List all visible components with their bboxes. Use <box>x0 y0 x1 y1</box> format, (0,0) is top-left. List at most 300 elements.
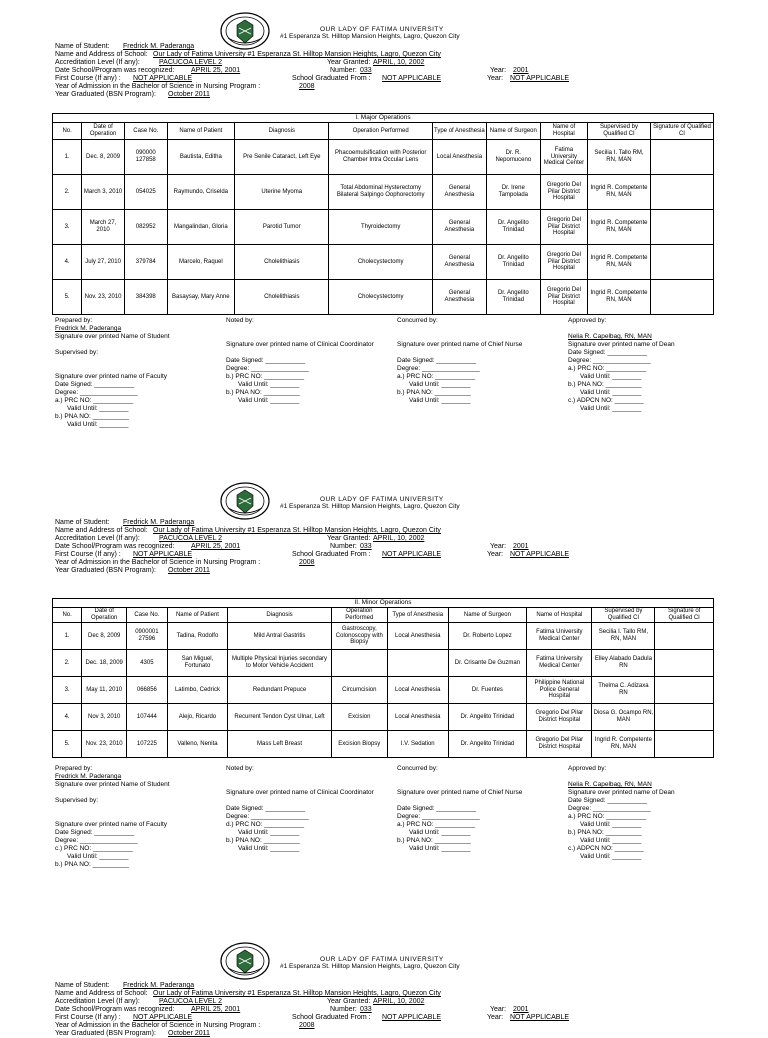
date-signed-line: Date Signed: ___________ <box>568 797 648 804</box>
table-cell: Nov 3, 2010 <box>82 704 127 731</box>
first-course: NOT APPLICABLE <box>133 1014 193 1021</box>
column-header: Diagnosis <box>228 608 331 623</box>
university-seal-icon <box>220 942 270 980</box>
table-cell: Ingrid R. Competente RN, MAN <box>588 210 651 245</box>
year-2: NOT APPLICABLE <box>510 1014 570 1021</box>
table-cell: 2. <box>53 175 82 210</box>
table-cell: Philippine National Police General Hospital <box>527 677 592 704</box>
student-name: Fredrick M. Paderanga <box>123 43 195 50</box>
year: 2001 <box>513 543 529 550</box>
date-signed-line: Date Signed: ___________ <box>397 805 477 812</box>
table-cell: Excision <box>331 704 387 731</box>
dean-name: Nelia R. Capelbag, RN, MAN <box>568 333 652 340</box>
label: Year of Admission in the Bachelor of Science in Nursing Program : <box>55 83 261 90</box>
pna-line: b.) PNA NO: __________ <box>55 861 129 868</box>
signature-block <box>52 765 722 875</box>
approved-column <box>568 765 675 861</box>
table-cell: Dr. Angelito Trinidad <box>486 245 540 280</box>
table-cell: Fatima University Medical Center <box>540 140 587 175</box>
column-header: Signature of Qualified CI <box>655 608 714 623</box>
label: Year Granted: <box>327 535 371 542</box>
table-cell: General Anesthesia <box>432 175 486 210</box>
label: First Course (If any) : <box>55 551 121 558</box>
column-header: Type of Anesthesia <box>432 123 486 140</box>
table-cell: 4305 <box>127 650 167 677</box>
supervised-by-label: Supervised by: <box>55 797 98 804</box>
label: Year: <box>490 67 507 74</box>
table-cell: Bautista, Editha <box>167 140 234 175</box>
label: Year Granted: <box>327 998 371 1005</box>
valid-line: Valid Until: ________ <box>580 837 642 844</box>
degree-line: Degree: ________________ <box>226 813 309 820</box>
signature-cell <box>650 175 713 210</box>
table-cell: Gregorio Del Pilar District Hospital <box>540 245 587 280</box>
column-header: Name of Patient <box>167 123 234 140</box>
prc-line: b.) PRC NO: ___________ <box>226 373 305 380</box>
column-header: Date of Operation <box>82 608 127 623</box>
admission-year: 2008 <box>299 83 315 90</box>
table-cell: 2. <box>53 650 82 677</box>
signature-caption: Signature over printed name of Chief Nurse <box>397 789 523 796</box>
label: First Course (If any) : <box>55 75 121 82</box>
recognized-date: APRIL 25, 2001 <box>191 543 241 550</box>
table-cell <box>387 650 448 677</box>
table-cell: Dr. Crisante De Guzman <box>448 650 527 677</box>
table-cell: Elley Alabado Dadula RN <box>592 650 655 677</box>
approved-column <box>568 317 675 413</box>
table-cell: Dr. Angelito Trinidad <box>486 280 540 315</box>
label: Date School/Program was recognized: <box>55 543 175 550</box>
university-address: #1 Esperanza St. Hilltop Mansion Heights, Lagro, Quezon City <box>280 503 460 510</box>
student-name: Fredrick M. Paderanga <box>123 519 195 526</box>
school-name: Our Lady of Fatima University #1 Esperanza St. Hilltop Mansion Heights, Lagro, Quezon City <box>153 51 441 58</box>
label: Name and Address of School: <box>55 527 148 534</box>
table-cell: Dec 8, 2009 <box>82 623 127 650</box>
table-cell: Redundant Prepuce <box>228 677 331 704</box>
date-signed-line: Date Signed: ___________ <box>55 381 135 388</box>
prepared-column <box>55 765 170 869</box>
date-signed-line: Date Signed: ___________ <box>397 357 477 364</box>
prc-line: a.) PRC NO: ___________ <box>568 813 647 820</box>
admission-year: 2008 <box>299 559 315 566</box>
valid-line: Valid Until: ________ <box>580 853 642 860</box>
signature-cell <box>655 623 714 650</box>
admission-year: 2008 <box>299 1022 315 1029</box>
signature-caption: Signature over printed name of Clinical Coordinator <box>226 341 374 348</box>
signature-cell <box>655 650 714 677</box>
school-graduated: NOT APPLICABLE <box>382 75 442 82</box>
signature-caption: Signature over printed Name of Student <box>55 781 170 788</box>
table-cell: Mass Left Breast <box>228 731 331 758</box>
accreditation: PACUCOA LEVEL 2 <box>159 998 223 1005</box>
table-cell: 4. <box>53 704 82 731</box>
table-cell: Valleno, Nenita <box>167 731 228 758</box>
prc-line: c.) PRC NO: ___________ <box>55 845 133 852</box>
table-cell: Secilia I. Tallo RM, RN, MAN <box>588 140 651 175</box>
dean-name: Nelia R. Capelbag, RN, MAN <box>568 781 652 788</box>
label: Year: <box>490 1006 507 1013</box>
signature-cell <box>655 731 714 758</box>
year-granted: APRIL, 10, 2002 <box>373 998 425 1005</box>
table-cell: Local Anesthesia <box>387 677 448 704</box>
table-cell: Basaysay, Mary Anne <box>167 280 234 315</box>
table-cell: Gastroscopy, Colonoscopy with Biopsy <box>331 623 387 650</box>
table-cell: Pre Senile Cataract, Left Eye <box>235 140 329 175</box>
table-cell: 0900001 27596 <box>127 623 167 650</box>
table-cell: 4. <box>53 245 82 280</box>
date-signed-line: Date Signed: ___________ <box>226 805 306 812</box>
table-cell: Nov. 23, 2010 <box>82 731 127 758</box>
year: 2001 <box>513 1006 529 1013</box>
label: School Graduated From : <box>292 75 371 82</box>
table-cell: May 11, 2010 <box>82 677 127 704</box>
signature-caption: Signature over printed Name of Student <box>55 333 170 340</box>
degree-line: Degree: ________________ <box>397 813 480 820</box>
table-cell: Cholelithiasis <box>235 280 329 315</box>
table-cell: Total Abdominal Hysterectomy Bilateral Salpingo Oophorectomy <box>329 175 432 210</box>
table-cell: Mild Antral Gastritis <box>228 623 331 650</box>
table-cell: 107225 <box>127 731 167 758</box>
school-name: Our Lady of Fatima University #1 Esperanza St. Hilltop Mansion Heights, Lagro, Quezon City <box>153 990 441 997</box>
table-cell: Cholelithiasis <box>235 245 329 280</box>
supervised-by-label: Supervised by: <box>55 349 98 356</box>
label: Year: <box>487 551 504 558</box>
year-2: NOT APPLICABLE <box>510 551 570 558</box>
table-cell: 054025 <box>124 175 167 210</box>
degree-line: Degree: ________________ <box>55 389 138 396</box>
table-cell: Dec. 18, 2009 <box>82 650 127 677</box>
table-cell: Dec. 8, 2009 <box>82 140 125 175</box>
column-header: Signature of Qualified CI <box>650 123 713 140</box>
table-cell: Raymundo, Criselda <box>167 175 234 210</box>
label: Year of Admission in the Bachelor of Science in Nursing Program : <box>55 559 261 566</box>
valid-line: Valid Until: ________ <box>580 373 642 380</box>
table-cell <box>331 650 387 677</box>
signature-caption: Signature over printed name of Dean <box>568 789 675 796</box>
label: School Graduated From : <box>292 1014 371 1021</box>
table-cell: Local Anesthesia <box>387 704 448 731</box>
table-cell: Thyroidectomy <box>329 210 432 245</box>
table-cell: Phacoemulsification with Posterior Chamber Intra Occular Lens <box>329 140 432 175</box>
adpcn-line: c.) ADPCN NO: ________ <box>568 845 644 852</box>
table-cell: 384398 <box>124 280 167 315</box>
signature-cell <box>650 245 713 280</box>
table-cell: General Anesthesia <box>432 210 486 245</box>
table-cell: Dr. Angelito Trinidad <box>486 210 540 245</box>
minor-operations-table <box>52 598 714 758</box>
label: Name of Student: <box>55 982 110 989</box>
number: 033 <box>360 67 372 74</box>
pna-line: b.) PNA NO: __________ <box>397 389 471 396</box>
column-header: Name of Hospital <box>527 608 592 623</box>
table-row <box>53 731 714 758</box>
label: Date School/Program was recognized: <box>55 1006 175 1013</box>
date-signed-line: Date Signed: ___________ <box>55 829 135 836</box>
label: Name and Address of School: <box>55 51 148 58</box>
table-cell: 082952 <box>124 210 167 245</box>
table-cell: Ingrid R. Competente RN, MAN <box>588 245 651 280</box>
year-granted: APRIL, 10, 2002 <box>373 59 425 66</box>
table-row <box>53 280 714 315</box>
table-cell: 066856 <box>127 677 167 704</box>
table-cell: 1. <box>53 140 82 175</box>
school-graduated: NOT APPLICABLE <box>382 551 442 558</box>
pna-line: b.) PNA NO: __________ <box>226 389 300 396</box>
table-row <box>53 677 714 704</box>
column-header: No. <box>53 123 82 140</box>
table-cell: Dr. Roberto Lopez <box>448 623 527 650</box>
table-cell: Fatima University Medical Center <box>527 623 592 650</box>
label: Year: <box>487 1014 504 1021</box>
signature-cell <box>650 210 713 245</box>
valid-line: Valid Until: ________ <box>580 405 642 412</box>
table-cell: Nov. 23, 2010 <box>82 280 125 315</box>
section-minor-operations <box>0 482 768 882</box>
signature-cell <box>655 677 714 704</box>
prepared-by-label: Prepared by: <box>55 765 93 772</box>
valid-line: Valid Until: ________ <box>580 389 642 396</box>
table-cell: I.V. Sedation <box>387 731 448 758</box>
column-header: Date of Operation <box>82 123 125 140</box>
label: Year Graduated (BSN Program): <box>55 567 156 574</box>
valid-line: Valid Until: ________ <box>67 853 129 860</box>
table-cell: Gregorio Del Pilar District Hospital <box>527 704 592 731</box>
table-cell: Ingrid R. Competente RN, MAN <box>588 280 651 315</box>
signature-caption: Signature over printed name of Dean <box>568 341 675 348</box>
label: Name of Student: <box>55 43 110 50</box>
signature-cell <box>650 280 713 315</box>
degree-line: Degree: ________________ <box>397 365 480 372</box>
label: Number: <box>330 1006 357 1013</box>
university-name: OUR LADY OF FATIMA UNIVERSITY <box>320 26 444 33</box>
table-cell: Uterine Myoma <box>235 175 329 210</box>
signature-caption: Signature over printed name of Clinical Coordinator <box>226 789 374 796</box>
student-name: Fredrick M. Paderanga <box>55 773 122 780</box>
label: School Graduated From : <box>292 551 371 558</box>
university-name: OUR LADY OF FATIMA UNIVERSITY <box>320 956 444 963</box>
first-course: NOT APPLICABLE <box>133 75 193 82</box>
table-cell: 3. <box>53 677 82 704</box>
table-cell: Local Anesthesia <box>387 623 448 650</box>
date-signed-line: Date Signed: ___________ <box>568 349 648 356</box>
table-cell: Gregorio Del Pilar District Hospital <box>527 731 592 758</box>
valid-line: Valid Until: ________ <box>238 845 300 852</box>
table-cell: 5. <box>53 280 82 315</box>
table-cell: Cholecystectomy <box>329 280 432 315</box>
label: Accreditation Level (If any): <box>55 535 140 542</box>
accreditation: PACUCOA LEVEL 2 <box>159 535 223 542</box>
table-row <box>53 140 714 175</box>
approved-by-label: Approved by: <box>568 317 607 324</box>
table-cell: Dr. R. Nepomuceno <box>486 140 540 175</box>
pna-line: b.) PNA NO: __________ <box>397 837 471 844</box>
noted-by-label: Noted by: <box>226 317 254 324</box>
valid-line: Valid Until: ________ <box>238 381 300 388</box>
valid-line: Valid Until: ________ <box>409 845 471 852</box>
school-name: Our Lady of Fatima University #1 Esperanza St. Hilltop Mansion Heights, Lagro, Quezon City <box>153 527 441 534</box>
pna-line: b.) PNA NO: __________ <box>568 381 642 388</box>
student-info <box>55 43 715 99</box>
table-cell: Thelma C. Adizaxa RN <box>592 677 655 704</box>
prc-line: a.) PRC NO: ___________ <box>55 397 134 404</box>
column-header: Type of Anesthesia <box>387 608 448 623</box>
column-header: Name of Surgeon <box>486 123 540 140</box>
column-header: Name of Patient <box>167 608 228 623</box>
table-cell: Latimbo, Cedrick <box>167 677 228 704</box>
table-cell: Dr. Fuentes <box>448 677 527 704</box>
concurred-by-label: Concurred by: <box>397 317 438 324</box>
table-cell: 379784 <box>124 245 167 280</box>
table-cell: Dr. Angelito Trinidad <box>448 704 527 731</box>
table-row <box>53 245 714 280</box>
table-cell: San Miguel, Fortunato <box>167 650 228 677</box>
table-cell: 1. <box>53 623 82 650</box>
table-cell: Gregorio Del Pilar District Hospital <box>540 175 587 210</box>
table-title: I. Major Operations <box>53 114 714 123</box>
table-cell: 107444 <box>127 704 167 731</box>
table-cell: 5. <box>53 731 82 758</box>
label: Number: <box>330 67 357 74</box>
table-cell: Secilia I. Tallo RM, RN, MAN <box>592 623 655 650</box>
table-cell: March 27, 2010 <box>82 210 125 245</box>
valid-line: Valid Until: ________ <box>67 405 129 412</box>
signature-block <box>52 317 722 427</box>
label: Year Graduated (BSN Program): <box>55 91 156 98</box>
pna-line: b.) PNA NO: __________ <box>568 829 642 836</box>
label: First Course (If any) : <box>55 1014 121 1021</box>
column-header: Supervised by Qualified CI <box>588 123 651 140</box>
label: Year Graduated (BSN Program): <box>55 1030 156 1037</box>
signature-cell <box>650 140 713 175</box>
signature-caption: Signature over printed name of Faculty <box>55 821 168 828</box>
label: Number: <box>330 543 357 550</box>
table-row <box>53 175 714 210</box>
label: Year of Admission in the Bachelor of Science in Nursing Program : <box>55 1022 261 1029</box>
university-header <box>220 482 640 522</box>
section-header-page-3 <box>0 942 768 1037</box>
label: Year Granted: <box>327 59 371 66</box>
university-name: OUR LADY OF FATIMA UNIVERSITY <box>320 496 444 503</box>
label: Year: <box>490 543 507 550</box>
signature-caption: Signature over printed name of Faculty <box>55 373 168 380</box>
signature-cell <box>655 704 714 731</box>
graduated-year: October 2011 <box>168 91 210 98</box>
table-cell: 3. <box>53 210 82 245</box>
label: Date School/Program was recognized: <box>55 67 175 74</box>
prc-line: a.) PRC NO: ___________ <box>568 365 647 372</box>
signature-caption: Signature over printed name of Chief Nurse <box>397 341 523 348</box>
number: 033 <box>360 1006 372 1013</box>
date-signed-line: Date Signed: ___________ <box>226 357 306 364</box>
pna-line: b.) PNA NO: __________ <box>55 413 129 420</box>
student-info <box>55 982 715 1038</box>
table-cell: General Anesthesia <box>432 280 486 315</box>
table-cell: March 3, 2010 <box>82 175 125 210</box>
noted-column <box>226 765 376 853</box>
table-row <box>53 623 714 650</box>
label: Name of Student: <box>55 519 110 526</box>
section-major-operations <box>0 12 768 432</box>
valid-line: Valid Until: ________ <box>409 397 471 404</box>
table-row <box>53 704 714 731</box>
label: Name and Address of School: <box>55 990 148 997</box>
prc-line: a.) PRC NO: ___________ <box>397 373 476 380</box>
noted-by-label: Noted by: <box>226 765 254 772</box>
label: Year: <box>487 75 504 82</box>
column-header: Supervised by Qualified CI <box>592 608 655 623</box>
concurred-column <box>397 317 527 405</box>
prepared-by-label: Prepared by: <box>55 317 93 324</box>
graduated-year: October 2011 <box>168 567 210 574</box>
table-cell: General Anesthesia <box>432 245 486 280</box>
table-cell: 090000 127858 <box>124 140 167 175</box>
column-header: No. <box>53 608 82 623</box>
table-cell: Ingrid R. Competente RN, MAN <box>592 731 655 758</box>
pna-line: b.) PNA NO: __________ <box>226 837 300 844</box>
degree-line: Degree: ________________ <box>568 357 651 364</box>
table-cell: Diosa G. Ocampo RN, MAN <box>592 704 655 731</box>
university-header <box>220 942 640 982</box>
valid-line: Valid Until: ________ <box>409 829 471 836</box>
table-cell: Recurrent Tendon Cyst Ulnar, Left <box>228 704 331 731</box>
table-cell: Alejo, Ricardo <box>167 704 228 731</box>
table-cell: Tadina, Rodolfo <box>167 623 228 650</box>
table-cell: Gregorio Del Pilar District Hospital <box>540 210 587 245</box>
school-graduated: NOT APPLICABLE <box>382 1014 442 1021</box>
year: 2001 <box>513 67 529 74</box>
concurred-column <box>397 765 527 853</box>
student-name: Fredrick M. Paderanga <box>123 982 195 989</box>
table-row <box>53 650 714 677</box>
valid-line: Valid Until: ________ <box>238 829 300 836</box>
table-cell: Ingrid R. Competente RN, MAN <box>588 175 651 210</box>
degree-line: Degree: ________________ <box>55 837 138 844</box>
label: Accreditation Level (If any): <box>55 59 140 66</box>
column-header: Case No. <box>127 608 167 623</box>
university-seal-icon <box>220 482 270 520</box>
approved-by-label: Approved by: <box>568 765 607 772</box>
graduated-year: October 2011 <box>168 1030 210 1037</box>
column-header: Operation Performed <box>329 123 432 140</box>
prepared-column <box>55 317 170 429</box>
valid-line: Valid Until: ________ <box>238 397 300 404</box>
column-header: Case No. <box>124 123 167 140</box>
column-header: Name of Surgeon <box>448 608 527 623</box>
table-title: II. Minor Operations <box>53 599 714 608</box>
university-address: #1 Esperanza St. Hilltop Mansion Heights, Lagro, Quezon City <box>280 963 460 970</box>
year-2: NOT APPLICABLE <box>510 75 570 82</box>
table-cell: July 27, 2010 <box>82 245 125 280</box>
prc-line: a.) PRC NO: ___________ <box>397 821 476 828</box>
concurred-by-label: Concurred by: <box>397 765 438 772</box>
degree-line: Degree: ________________ <box>568 805 651 812</box>
degree-line: Degree: ________________ <box>226 365 309 372</box>
table-cell: Circumcision <box>331 677 387 704</box>
table-cell: Excision Biopsy <box>331 731 387 758</box>
major-operations-table <box>52 113 714 315</box>
valid-line: Valid Until: ________ <box>409 381 471 388</box>
prc-line: d.) PRC NO: ___________ <box>226 821 305 828</box>
table-cell: Cholecystectomy <box>329 245 432 280</box>
number: 033 <box>360 543 372 550</box>
column-header: Name of Hospital <box>540 123 587 140</box>
accreditation: PACUCOA LEVEL 2 <box>159 59 223 66</box>
table-cell: Mangalindan, Gloria <box>167 210 234 245</box>
table-cell: Gregorio Del Pilar District Hospital <box>540 280 587 315</box>
table-cell: Multiple Physical Injuries secondary to Motor Vehicle Accident <box>228 650 331 677</box>
table-cell: Local Anesthesia <box>432 140 486 175</box>
table-cell: Marcelo, Raquel <box>167 245 234 280</box>
